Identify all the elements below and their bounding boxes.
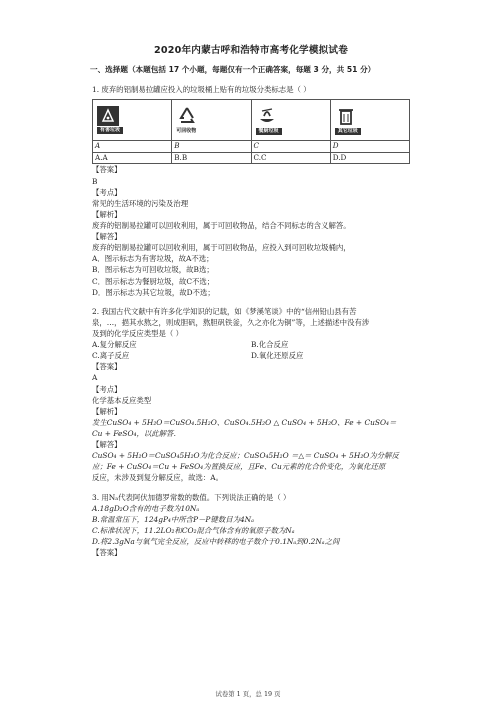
q2-analysis: Cu + FeSO₄，以此解答． xyxy=(92,429,181,438)
q1-analysis: 废弃的铝制易拉罐可以回收利用，属于可回收物品，结合不同标志的含义解答。 xyxy=(92,221,351,231)
exam-page xyxy=(92,44,410,558)
q2-stem: 及到的化学反应类型是（ ） xyxy=(92,329,184,339)
q1-sign-label-d: 其它垃圾 xyxy=(335,128,361,136)
q1-solution-item: B．图示标志为可回收垃圾，故B选； xyxy=(92,265,214,275)
q1-answer: B xyxy=(92,176,98,186)
q2-point: 化学基本反应类型 xyxy=(92,395,152,405)
q2-choice-c: C.离子反应 xyxy=(92,351,130,361)
q1-sign-cell-d xyxy=(330,99,409,140)
q1-point: 常见的生活环境的污染及治理 xyxy=(92,198,189,208)
q2-stem: 泉，…，挹其水熬之，则成胆矾，熬胆矾铁釜，久之亦化为铜”等，上述描述中没有涉 xyxy=(92,317,370,327)
q2-choice-b: B.化合反应 xyxy=(251,340,289,350)
q1-sign-cell-c xyxy=(251,99,330,140)
q2-analysis: 发生CuSO₄ + 5H₂O＝CuSO₄.5H₂O、CuSO₄.5H₂O △ CuSO₄ + 5H₂O、Fe + CuSO₄＝ xyxy=(92,417,397,427)
recyclable-icon xyxy=(176,105,198,127)
q1-solution-item: D．图示标志为其它垃圾，故D不选； xyxy=(92,287,215,297)
q1-choice-a: A.A xyxy=(93,152,172,164)
other-waste-icon xyxy=(335,105,357,127)
q1-sign-cell-a xyxy=(93,99,172,140)
q1-solution-item: C．图示标志为餐厨垃圾，故C不选； xyxy=(92,276,215,286)
q3-answer-label: 【答案】 xyxy=(92,548,122,558)
q1-letter-b: B xyxy=(172,140,251,152)
q3-choice-b: B.常温常压下，124gP₄中所含P－P键数目为4Nₐ xyxy=(92,514,254,524)
q1-stem: 1. 废弃的铝制易拉罐应投入的垃圾桶上贴有的垃圾分类标志是（ ） xyxy=(92,84,311,94)
q3-choice-c: C.标准状况下，11.2LO₂和CO₂混合气体含有的氧原子数为Nₐ xyxy=(92,525,295,535)
q1-choice-d: D.D xyxy=(330,152,409,164)
q1-choice-b: B.B xyxy=(172,152,251,164)
q3-choice-a: A.18gD₂O含有的电子数为10Nₐ xyxy=(92,503,200,513)
q1-analysis-label: 【解析】 xyxy=(92,209,122,219)
q2-solution: CuSO₄ + 5H₂O＝CuSO₄5H₂O为化合反应；CuSO₄5H₂O ＝△＝ CuSO₄ + 5H₂O为分解反 xyxy=(92,451,399,461)
q1-sign-table xyxy=(92,99,410,165)
q1-solution: 废弃的铝制易拉罐可以回收利用，属于可回收物品，应投入到可回收垃圾桶内， xyxy=(92,243,351,253)
q1-sign-label-c: 餐厨垃圾 xyxy=(256,128,282,136)
q2-stem: 2. 我国古代文献中有许多化学知识的记载，如《梦溪笔谈》中的“信州铅山县有苦 xyxy=(92,306,357,316)
q2-choice-d: D.氧化还原反应 xyxy=(251,351,304,361)
q1-sign-label-b: 可回收物 xyxy=(176,127,197,134)
q1-letter-c: C xyxy=(251,140,330,152)
q2-analysis-label: 【解析】 xyxy=(92,406,122,416)
q1-letter-a: A xyxy=(93,140,172,152)
q2-point-label: 【考点】 xyxy=(92,384,122,394)
kitchen-waste-icon xyxy=(256,105,278,127)
q3-stem: 3. 用Nₐ代表阿伏加德罗常数的数值。下列说法正确的是（ ） xyxy=(92,492,291,502)
section-heading: 一、选择题（本题包括 17 个小题，每题仅有一个正确答案，每题 3 分，共 51 分） xyxy=(90,65,376,75)
q2-answer: A xyxy=(92,373,98,383)
page-footer: 试卷第 1 页，总 19 页 xyxy=(215,690,281,698)
q1-sign-cell-b xyxy=(172,99,251,140)
q1-solution-label: 【解答】 xyxy=(92,232,122,242)
q1-letter-d: D xyxy=(330,140,409,152)
q2-answer-label: 【答案】 xyxy=(92,362,122,372)
q1-sign-label-a: 有害垃圾 xyxy=(97,127,123,135)
q1-choice-c: C.C xyxy=(251,152,330,164)
q2-choices-row xyxy=(92,339,410,350)
q2-solution: 反应，未涉及到复分解反应，故选：A。 xyxy=(92,473,223,483)
q1-answer-label: 【答案】 xyxy=(92,165,122,175)
q2-choice-a: A.复分解反应 xyxy=(92,340,137,350)
q3-choice-d: D.将2.3gNa与氧气完全反应，反应中转移的电子数介于0.1Nₐ到0.2Nₐ之间 xyxy=(92,536,340,546)
q1-point-label: 【考点】 xyxy=(92,187,122,197)
q2-solution: 应；Fe + CuSO₄＝Cu + FeSO₄为置换反应，且Fe、Cu元素的化合价变化，为氧化还原 xyxy=(92,462,386,472)
q2-solution-label: 【解答】 xyxy=(92,440,122,450)
page-title: 2020年内蒙古呼和浩特市高考化学模拟试卷 xyxy=(154,45,348,56)
hazardous-waste-icon xyxy=(97,106,119,126)
q1-solution-item: A．图示标志为有害垃圾，故A不选； xyxy=(92,254,214,264)
q2-choices-row xyxy=(92,350,410,361)
